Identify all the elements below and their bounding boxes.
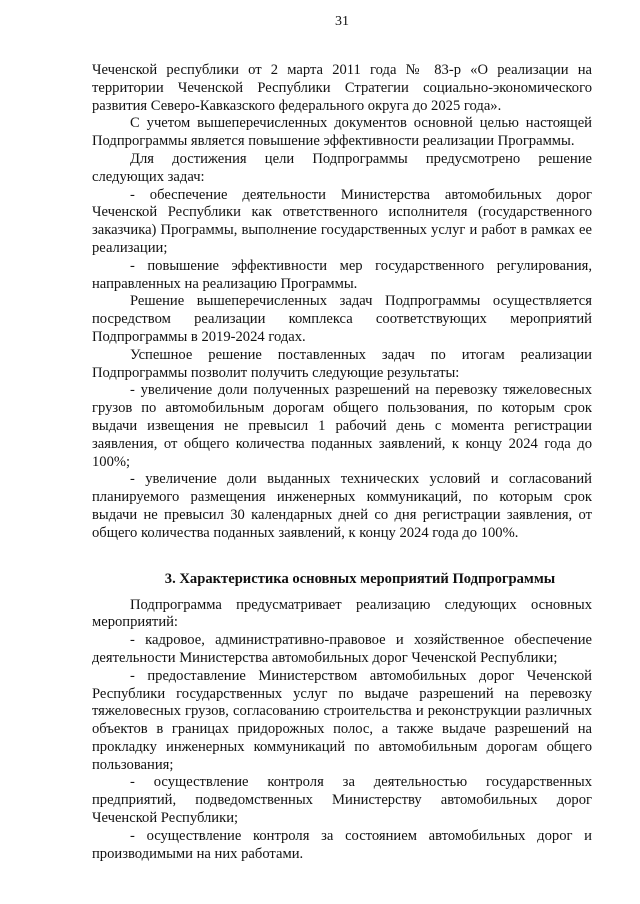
body-after (92, 597, 592, 864)
bullet-item: - кадровое, административно-правовое и хозяйственное обеспечение деятельности Министерства автомобильных дорог Чеченской Республики; (92, 632, 592, 666)
paragraph: Чеченской республики от 2 марта 2011 года № 83-р «О реализации на территории Чеченской Республики Стратегии социально-экономического развития Северо-Кавказского федерального округа до 2025 года». (92, 62, 592, 114)
body-before (92, 62, 592, 543)
bullet-item: - осуществление контроля за деятельностью государственных предприятий, подведомственных Министерству автомобильных дорог Чеченской Республики; (92, 774, 592, 827)
paragraph: С учетом вышеперечисленных документов основной целью настоящей Подпрограммы является повышение эффективности реализации Программы. (92, 115, 592, 150)
bullet-item: - повышение эффективности мер государственного регулирования, направленных на реализацию Программы. (92, 257, 592, 292)
paragraph: Успешное решение поставленных задач по итогам реализации Подпрограммы позволит получить следующие результаты: (92, 346, 592, 381)
bullet-item: - осуществление контроля за состоянием автомобильных дорог и производимыми на них работами. (92, 827, 592, 862)
bullet-item: - увеличение доли выданных технических условий и согласований планируемого размещения инженерных коммуникаций, по которым срок выдачи не превысил 30 календарных дней со дня регистрации заявления, от общего количества поданных заявлений, к концу 2024 года до 100%. (92, 471, 592, 541)
bullet-item: - увеличение доли полученных разрешений на перевозку тяжеловесных грузов по автомобильным дорогам общего пользования, по которым срок выдачи извещения не превысил 1 рабочий день с момента регистрации заявления, от общего количества поданных заявлений, к концу 2024 года до 100%; (92, 382, 592, 470)
page-number: 31 (335, 14, 349, 29)
paragraph: Решение вышеперечисленных задач Подпрограммы осуществляется посредством реализации комплекса соответствующих мероприятий Подпрограммы в 2019-2024 годах. (92, 293, 592, 345)
paragraph: Подпрограмма предусматривает реализацию следующих основных мероприятий: (92, 596, 592, 631)
bullet-item: - предоставление Министерством автомобильных дорог Чеченской Республики государственных услуг по выдаче разрешений на перевозку тяжеловесных грузов, согласованию строительства и реконструкции различных объектов в границах придорожных полос, а также выдаче разрешений на прокладку инженерных коммуникаций по автомобильным дорогам общего пользования; (92, 667, 592, 773)
paragraph: Для достижения цели Подпрограммы предусмотрено решение следующих задач: (92, 150, 592, 185)
section-heading: 3. Характеристика основных мероприятий Подпрограммы (164, 570, 556, 587)
bullet-item: - обеспечение деятельности Министерства автомобильных дорог Чеченской Республики как ответственного исполнителя (государственного заказчика) Программы, выполнение государственных услуг и работ в рамках ее реализации; (92, 186, 592, 256)
